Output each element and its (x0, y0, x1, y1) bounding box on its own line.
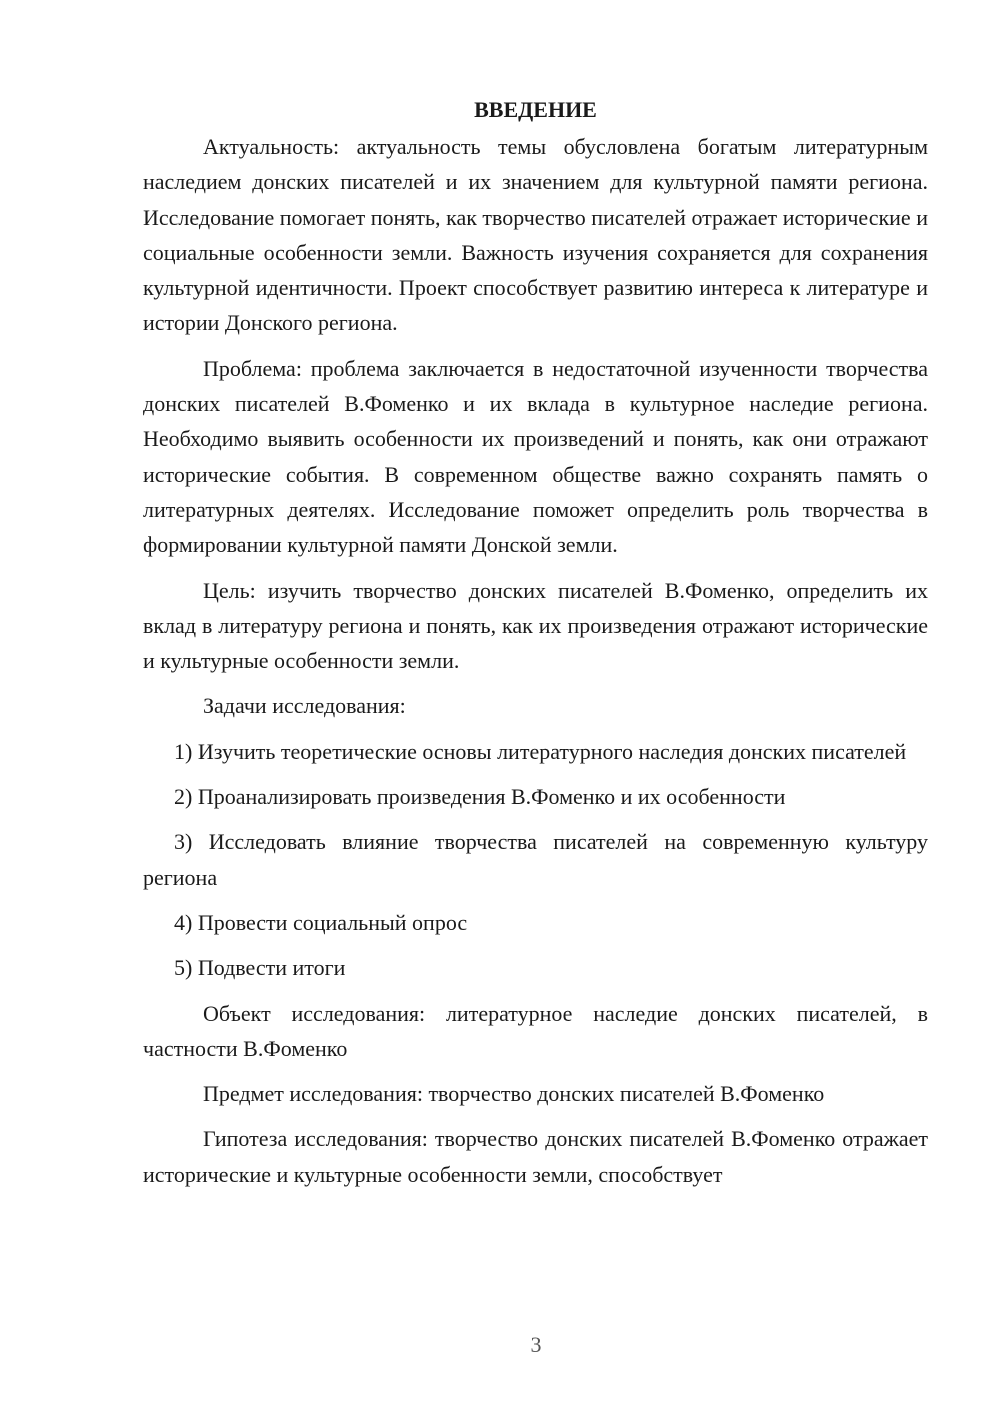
list-item: 4) Провести социальный опрос (174, 909, 468, 935)
list-item: 5) Подвести итоги (174, 955, 346, 981)
list-item: 2) Проанализировать произведения В.Фоменко и их особенности (174, 784, 786, 810)
goal-paragraph: Цель: изучить творчество донских писателей В.Фоменко, определить их вклад в литературу региона и понять, как их произведения отражают исторические и культурные особенности земли. (143, 577, 928, 674)
page-title: ВВЕДЕНИЕ (474, 97, 597, 122)
subject-paragraph: Предмет исследования: творчество донских писателей В.Фоменко (203, 1081, 825, 1107)
list-item: 3) Исследовать влияние творчества писателей на современную культуру региона (143, 829, 928, 890)
problem-paragraph: Проблема: проблема заключается в недостаточной изученности творчества донских писателей В.Фоменко и их вклада в культурное наследие региона. Необходимо выявить особенности их произведений и понять, как они отражают исторические события. В современном обществе важно сохранять память о литературных деятелях. Исследование поможет определить роль творчества в формировании культурной памяти Донской земли. (143, 355, 928, 558)
tasks-heading: Задачи исследования: (203, 693, 406, 719)
page-number: 3 (530, 1332, 542, 1357)
relevance-paragraph: Актуальность: актуальность темы обусловлена богатым литературным наследием донских писателей и их значением для культурной памяти региона. Исследование помогает понять, как творчество писателей отражает исторические и социальные особенности земли. Важность изучения сохраняется для сохранения культурной идентичности. Проект способствует развитию интереса к литературе и истории Донского региона. (143, 134, 928, 336)
object-paragraph: Объект исследования: литературное наследие донских писателей, в частности В.Фоменко (143, 1000, 928, 1061)
document-page (143, 92, 928, 1202)
hypothesis-paragraph: Гипотеза исследования: творчество донских писателей В.Фоменко отражает исторические и культурные особенности земли, способствует (143, 1126, 928, 1187)
list-item: 1) Изучить теоретические основы литературного наследия донских писателей (174, 738, 907, 764)
